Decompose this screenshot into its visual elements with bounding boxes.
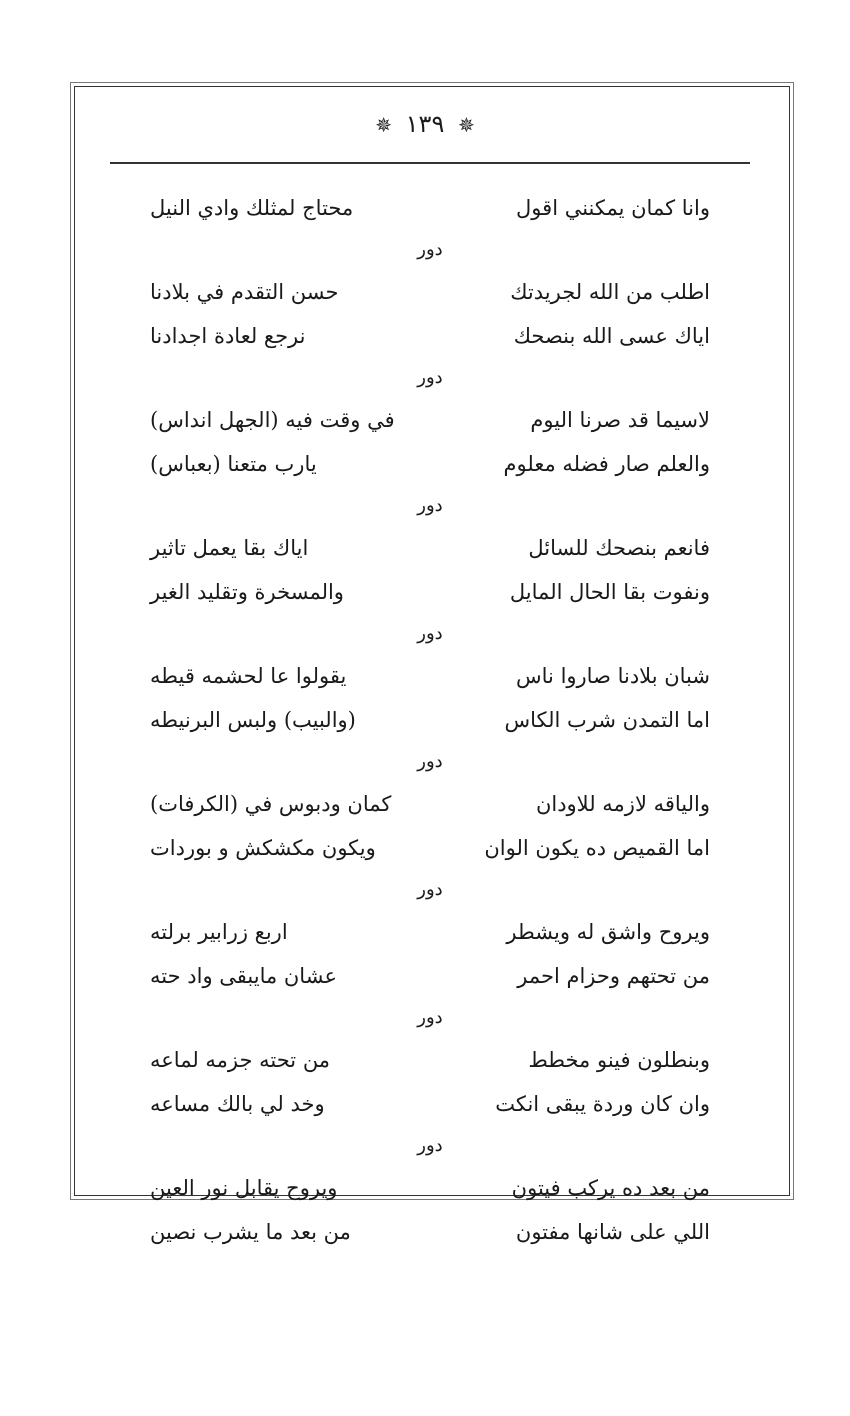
verse-line xyxy=(150,398,710,442)
verse-line xyxy=(150,570,710,614)
hemistich-left: يارب متعنا (بعباس) xyxy=(150,452,317,476)
hemistich-left: ويكون مكشكش و بوردات xyxy=(150,836,376,860)
hemistich-left: وخد لي بالك مساعه xyxy=(150,1092,325,1116)
hemistich-right: ويروح واشق له ويشطر xyxy=(506,920,710,944)
hemistich-left: من تحته جزمه لماعه xyxy=(150,1048,331,1072)
hemistich-left: اياك بقا يعمل تاثير xyxy=(150,536,309,560)
stanza-divider: دور xyxy=(417,239,443,260)
stanza-divider: دور xyxy=(417,1135,443,1156)
hemistich-left: محتاج لمثلك وادي النيل xyxy=(150,196,354,220)
hemistich-left: ويروح يقابل نور العين xyxy=(150,1176,338,1200)
hemistich-right: اطلب من الله لجريدتك xyxy=(510,280,710,304)
verse-line xyxy=(150,1038,710,1082)
poem-body xyxy=(150,186,710,1254)
verse-line xyxy=(150,526,710,570)
hemistich-right: اياك عسى الله بنصحك xyxy=(513,324,710,348)
header-rule xyxy=(110,162,750,164)
hemistich-right: لاسيما قد صرنا اليوم xyxy=(530,408,710,432)
page-number: ١٣٩ xyxy=(405,110,445,138)
verse-line xyxy=(150,782,710,826)
verse-line xyxy=(150,1166,710,1210)
stanza-divider: دور xyxy=(417,623,443,644)
hemistich-left: في وقت فيه (الجهل انداس) xyxy=(150,408,395,432)
hemistich-right: اما التمدن شرب الكاس xyxy=(504,708,710,732)
hemistich-right: اما القميص ده يكون الوان xyxy=(484,836,710,860)
hemistich-left: اربع زرابير برلته xyxy=(150,920,288,944)
verse-line xyxy=(150,954,710,998)
stanza-divider: دور xyxy=(417,1007,443,1028)
hemistich-right: ونفوت بقا الحال المايل xyxy=(509,580,710,604)
hemistich-right: اللي على شانها مفتون xyxy=(515,1220,710,1244)
hemistich-left: والمسخرة وتقليد الغير xyxy=(150,580,344,604)
ornament-right-icon: ✵ xyxy=(457,113,475,137)
stanza-divider: دور xyxy=(417,367,443,388)
hemistich-right: والعلم صار فضله معلوم xyxy=(503,452,710,476)
hemistich-right: وان كان وردة يبقى انكت xyxy=(495,1092,710,1116)
hemistich-right: وانا كمان يمكنني اقول xyxy=(516,196,710,220)
hemistich-left: يقولوا عا لحشمه قيطه xyxy=(150,664,347,688)
verse-line xyxy=(150,698,710,742)
hemistich-left: نرجع لعادة اجدادنا xyxy=(150,324,306,348)
verse-line xyxy=(150,442,710,486)
verse-line xyxy=(150,1082,710,1126)
hemistich-left: كمان ودبوس في (الكرفات) xyxy=(150,792,392,816)
hemistich-left: عشان مايبقى واد حته xyxy=(150,964,337,988)
hemistich-right: فانعم بنصحك للسائل xyxy=(528,536,710,560)
verse-line xyxy=(150,1210,710,1254)
verse-line xyxy=(150,910,710,954)
hemistich-right: وبنطلون فينو مخطط xyxy=(528,1048,710,1072)
verse-line xyxy=(150,654,710,698)
hemistich-left: (والبيب) ولبس البرنيطه xyxy=(150,708,356,732)
hemistich-right: من تحتهم وحزام احمر xyxy=(517,964,710,988)
hemistich-right: شبان بلادنا صاروا ناس xyxy=(516,664,710,688)
stanza-divider: دور xyxy=(417,751,443,772)
hemistich-left: حسن التقدم في بلادنا xyxy=(150,280,339,304)
hemistich-left: من بعد ما يشرب نصين xyxy=(150,1220,351,1244)
hemistich-right: من بعد ده يركب فيتون xyxy=(511,1176,710,1200)
stanza-divider: دور xyxy=(417,495,443,516)
verse-line xyxy=(150,314,710,358)
hemistich-right: والياقه لازمه للاودان xyxy=(535,792,710,816)
ornament-left-icon: ✵ xyxy=(375,113,393,137)
stanza-divider: دور xyxy=(417,879,443,900)
page-header xyxy=(0,110,850,138)
verse-line xyxy=(150,270,710,314)
verse-line xyxy=(150,186,710,230)
verse-line xyxy=(150,826,710,870)
